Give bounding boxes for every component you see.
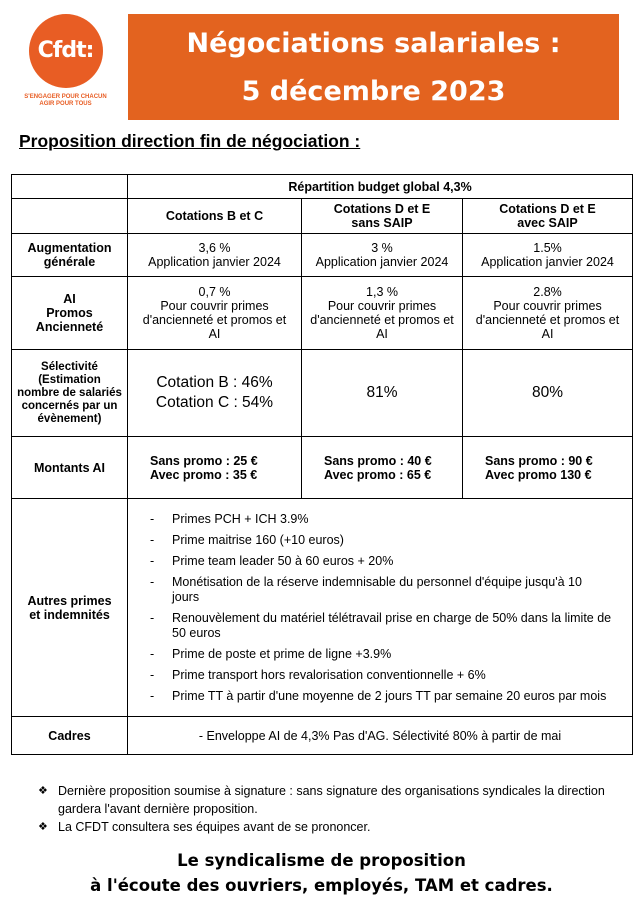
cell-augmentation-de-avec [463,234,633,277]
col-header-line: avec SAIP [517,216,578,230]
table-corner-cell [12,175,128,199]
row-label-line: Augmentation [27,241,112,255]
footer-line2: à l'écoute des ouvriers, employés, TAM et cadres. [90,876,553,895]
cell-note: Pour couvrir primes d'ancienneté et promos et AI [475,299,620,341]
section-subtitle: Proposition direction fin de négociation : [19,131,361,151]
note-item [38,818,628,836]
col-header-line: Cotations D et E [333,202,431,216]
cell-autres-primes [128,499,633,717]
row-label-autres-primes [12,499,128,717]
row-label-line: AI [63,292,76,306]
table-corner-cell [12,199,128,234]
dash-bullet: - [150,647,155,661]
row-label-cadres: Cadres [12,717,128,755]
list-item-text: Monétisation de la réserve indemnisable du personnel d'équipe jusqu'à 10 jours [172,575,582,604]
list-item-text: Prime de poste et prime de ligne +3.9% [172,647,392,661]
cell-line: Avec promo : 35 € [150,467,258,482]
col-header-line: sans SAIP [351,216,413,230]
row-label-line: générale [43,255,96,269]
cell-note: Application janvier 2024 [148,255,281,269]
cell-line: Cotation B : 46% [156,374,273,391]
logo-tagline-line1: S'ENGAGER POUR CHACUN [24,94,107,100]
table-row [12,199,633,234]
cell-value: 1,3 % [366,285,398,299]
row-montants [12,437,633,499]
cell-cadres: - Enveloppe AI de 4,3% Pas d'AG. Sélectivité 80% à partir de mai [128,717,633,755]
cell-ai-de-avec [463,277,633,350]
row-label-line: Ancienneté [35,320,104,334]
cell-selectivite-de-sans: 81% [302,350,463,437]
list-item [128,647,632,662]
note-text: Dernière proposition soumise à signature : sans signature des organisations syndicales la direction gardera l'avant dernière proposition. [58,784,605,816]
row-cadres [12,717,633,755]
row-augmentation [12,234,633,277]
page-title-line2: 5 décembre 2023 [241,76,506,107]
dash-bullet: - [150,668,155,682]
cell-note: Pour couvrir primes d'ancienneté et promos et AI [142,299,287,341]
dash-bullet: - [150,512,155,526]
list-item-text: Primes PCH + ICH 3.9% [172,512,309,526]
cell-value: 3,6 % [198,241,231,255]
dash-bullet: - [150,575,155,589]
page-title-line1: Négociations salariales : [186,28,561,59]
row-autres-primes [12,499,633,717]
row-label-line: (Estimation nombre de salariés concernés par un évènement) [17,373,122,425]
col-header-de-avec-saip [463,199,633,234]
footer-line1: Le syndicalisme de proposition [177,851,466,870]
cell-ai-de-sans [302,277,463,350]
logo-tagline-line2: AGIR POUR TOUS [39,101,92,107]
cell-augmentation-de-sans [302,234,463,277]
cell-value: 2.8% [533,285,562,299]
cell-augmentation-b-c [128,234,302,277]
diamond-bullet-icon: ❖ [38,821,48,833]
list-item [128,575,632,605]
row-label-line: Promos [46,306,93,320]
row-label-augmentation [12,234,128,277]
list-item-text: Prime transport hors revalorisation conventionnelle + 6% [172,668,486,682]
cell-selectivite-de-avec: 80% [463,350,633,437]
row-ai-promos [12,277,633,350]
dash-bullet: - [150,533,155,547]
cell-note: Application janvier 2024 [315,255,449,269]
row-label-line: et indemnités [29,607,110,622]
cell-ai-b-c [128,277,302,350]
diamond-bullet-icon: ❖ [38,785,48,797]
row-label-line: Autres primes [27,593,112,608]
cell-line: Sans promo : 90 € [485,453,593,468]
cell-line: Sans promo : 40 € [324,453,432,468]
list-item-text: Prime TT à partir d'une moyenne de 2 jours TT par semaine 20 euros par mois [172,689,607,703]
cfdt-logo-mark: Cfdt: [29,14,103,88]
footer-slogan [0,848,643,898]
list-item [128,554,632,569]
list-item-text: Prime maitrise 160 (+10 euros) [172,533,344,547]
table-row [12,175,633,199]
note-item [38,782,628,818]
cell-note: Pour couvrir primes d'ancienneté et promos et AI [310,299,454,341]
row-selectivite [12,350,633,437]
cell-line: Sans promo : 25 € [150,453,258,468]
col-header-line: Cotations D et E [499,202,596,216]
cell-value: 3 % [371,241,393,255]
row-label-line: Sélectivité [41,360,98,373]
cell-note: Application janvier 2024 [481,255,614,269]
col-header-de-sans-saip [302,199,463,234]
list-item [128,533,632,548]
cell-selectivite-b-c [128,350,302,437]
cell-montants-b-c [128,437,302,499]
cell-montants-de-sans [302,437,463,499]
budget-header: Répartition budget global 4,3% [128,175,633,199]
list-item [128,512,632,527]
col-header-b-c: Cotations B et C [128,199,302,234]
list-item [128,689,632,704]
list-item-text: Renouvèlement du matériel télétravail prise en charge de 50% dans la limite de 50 euros [172,611,612,640]
notes-list [38,782,628,836]
row-label-montants: Montants AI [12,437,128,499]
row-label-selectivite [12,350,128,437]
cell-montants-de-avec [463,437,633,499]
cell-value: 1.5% [533,241,562,255]
cell-line: Cotation C : 54% [155,394,274,411]
note-text: La CFDT consultera ses équipes avant de se prononcer. [58,820,371,834]
dash-bullet: - [150,689,155,703]
list-item-text: Prime team leader 50 à 60 euros + 20% [172,554,394,568]
row-label-ai-promos [12,277,128,350]
cell-line: Avec promo : 65 € [324,467,432,482]
list-item [128,611,632,641]
logo-tagline [8,94,123,108]
negotiation-table [11,174,633,755]
cell-line: Avec promo 130 € [485,467,592,482]
cell-value: 0,7 % [198,285,231,299]
list-item [128,668,632,683]
dash-bullet: - [150,554,155,568]
dash-bullet: - [150,611,155,625]
primes-list [128,512,632,704]
cfdt-logo [8,10,123,120]
page-title-banner [128,14,619,120]
